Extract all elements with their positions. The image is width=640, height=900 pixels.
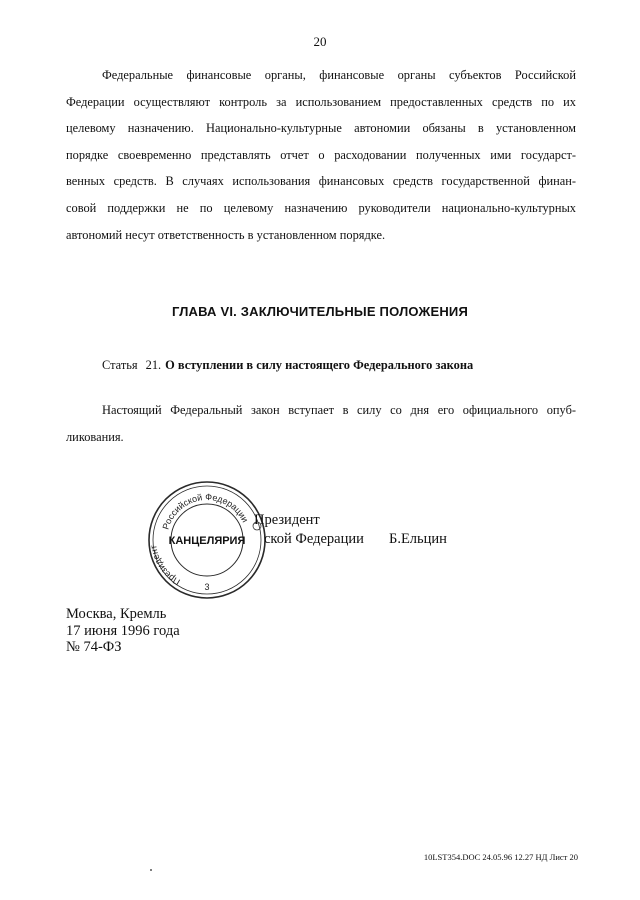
paragraph-line: Настоящий Федеральный закон вступает в силу со дня его официального опуб- xyxy=(102,403,576,417)
place-date-number-block xyxy=(66,606,180,656)
date-line: 17 июня 1996 года xyxy=(66,622,180,639)
paragraph-financial-control xyxy=(66,62,576,248)
signature-title-line1: Президент xyxy=(254,512,320,528)
place-line: Москва, Кремль xyxy=(66,606,167,622)
article-number: 21. xyxy=(145,358,162,372)
article-heading xyxy=(102,358,473,373)
page-number: 20 xyxy=(313,34,327,49)
seal-left-text: Президент xyxy=(148,544,182,588)
paragraph-line: совой поддержки не по целевому назначению руководители национально-культурных xyxy=(66,200,576,215)
paragraph-line: порядке своевременно представлять отчет о расходовании полученных ими государст- xyxy=(66,147,576,162)
paragraph-line: Федерации осуществляют контроль за использованием предоставленных средств по их xyxy=(66,94,576,109)
article-label: Статья xyxy=(102,358,138,372)
signature-name: Б.Ельцин xyxy=(389,531,447,547)
law-number-line: № 74-ФЗ xyxy=(66,639,122,655)
file-footer: 10LST354.DOC 24.05.96 12.27 НД Лист 20 xyxy=(423,852,578,862)
paragraph-line: ликования. xyxy=(66,429,124,444)
seal-number: 3 xyxy=(204,582,210,592)
paragraph-entry-into-force xyxy=(66,397,576,450)
signature-title-line2: ской Федерации xyxy=(264,531,364,547)
paragraph-line: целевому назначению. Национально-культурные автономии обязаны в установленном xyxy=(66,121,576,136)
chapter-title: ГЛАВА VI. ЗАКЛЮЧИТЕЛЬНЫЕ ПОЛОЖЕНИЯ xyxy=(171,304,469,319)
paragraph-line: Федеральные финансовые органы, финансовые органы субъектов Российской xyxy=(102,68,576,82)
seal-center-text: КАНЦЕЛЯРИЯ xyxy=(168,535,246,547)
paragraph-line: автономий несут ответственность в установленном порядке. xyxy=(66,227,386,242)
paragraph-line: венных средств. В случаях использования финансовых средств государственной финан- xyxy=(66,174,576,189)
scan-dot xyxy=(150,869,152,871)
seal-outer-text: Российской Федерации xyxy=(160,491,251,531)
official-seal-stamp xyxy=(145,478,269,602)
article-title: О вступлении в силу настоящего Федерального закона xyxy=(165,358,474,372)
